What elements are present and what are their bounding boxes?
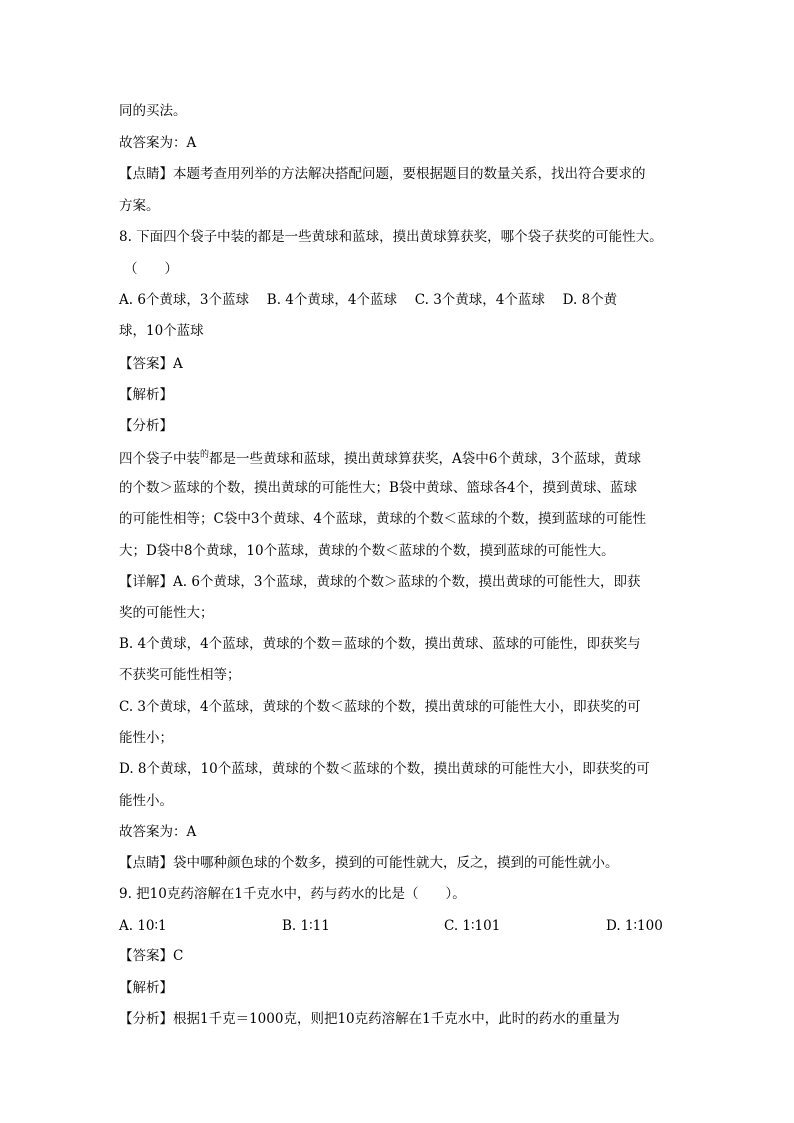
detail-label: 【详解】A. 6个黄球，3个蓝球，黄球的个数＞蓝球的个数，摸出黄球的可能性大，即获: [119, 574, 641, 590]
text-line: 故答案为：A: [119, 824, 197, 840]
text-line: 球，10个蓝球: [119, 323, 204, 339]
text-line: 奖的可能性大；: [119, 605, 214, 621]
option-a: A. 10∶1: [119, 918, 167, 934]
analysis-label: 【解析】: [119, 387, 173, 403]
answer-label: 【答案】C: [119, 948, 184, 964]
answer-blank: （ ）: [124, 261, 178, 277]
analysis-label: 【解析】: [119, 980, 173, 996]
text-line: 方案。: [119, 198, 160, 214]
text-line: [119, 451, 679, 469]
text-line: 【分析】根据1千克＝1000克，则把10克药溶解在1千克水中，此时的药水的重量为: [119, 1011, 620, 1027]
question-9: 9. 把10克药溶解在1千克水中，药与药水的比是（ ）。: [119, 886, 466, 902]
superscript-char: 的: [200, 450, 210, 460]
text-fragment: 四个袋子中装: [119, 451, 200, 467]
option-d: D. 1∶100: [606, 918, 663, 934]
answer-label: 【答案】A: [119, 356, 183, 372]
text-line: 的可能性相等；C袋中3个黄球、4个蓝球，黄球的个数＜蓝球的个数，摸到蓝球的可能性: [119, 511, 647, 527]
analysis-sub-label: 【分析】: [119, 418, 173, 434]
text-fragment: 都是一些黄球和蓝球，摸出黄球算获奖，A袋中6个黄球，3个蓝球，黄球: [209, 451, 641, 467]
text-line: B. 4个黄球，4个蓝球，黄球的个数＝蓝球的个数，摸出黄球、蓝球的可能性，即获奖与: [119, 636, 641, 652]
question-8: 8. 下面四个袋子中装的都是一些黄球和蓝球，摸出黄球算获奖，哪个袋子获奖的可能性大。: [119, 229, 663, 245]
text-line: 大；D袋中8个黄球，10个蓝球，黄球的个数＜蓝球的个数，摸到蓝球的可能性大。: [119, 543, 615, 559]
option-c: C. 1∶101: [444, 918, 501, 934]
text-line: C. 3个黄球，4个蓝球，黄球的个数＜蓝球的个数，摸出黄球的可能性大小，即获奖的可: [119, 699, 641, 715]
text-line: 【点睛】本题考查用列举的方法解决搭配问题，要根据题目的数量关系，找出符合要求的: [119, 166, 646, 182]
question-8-options: A. 6个黄球，3个蓝球 B. 4个黄球，4个蓝球 C. 3个黄球，4个蓝球 D. 8个黄: [119, 292, 618, 308]
text-line: 能性小；: [119, 730, 173, 746]
text-line: 同的买法。: [119, 103, 187, 119]
text-line: D. 8个黄球，10个蓝球，黄球的个数＜蓝球的个数，摸出黄球的可能性大小，即获奖的可: [119, 761, 650, 777]
text-line: 故答案为：A: [119, 135, 197, 151]
option-b: B. 1∶11: [282, 918, 330, 934]
text-line: 不获奖可能性相等；: [119, 667, 241, 683]
text-line: 【点睛】袋中哪种颜色球的个数多，摸到的可能性就大，反之，摸到的可能性就小。: [119, 855, 619, 871]
text-line: 能性小。: [119, 793, 173, 809]
text-line: 的个数＞蓝球的个数，摸出黄球的可能性大；B袋中黄球、篮球各4个，摸到黄球、蓝球: [119, 480, 638, 496]
